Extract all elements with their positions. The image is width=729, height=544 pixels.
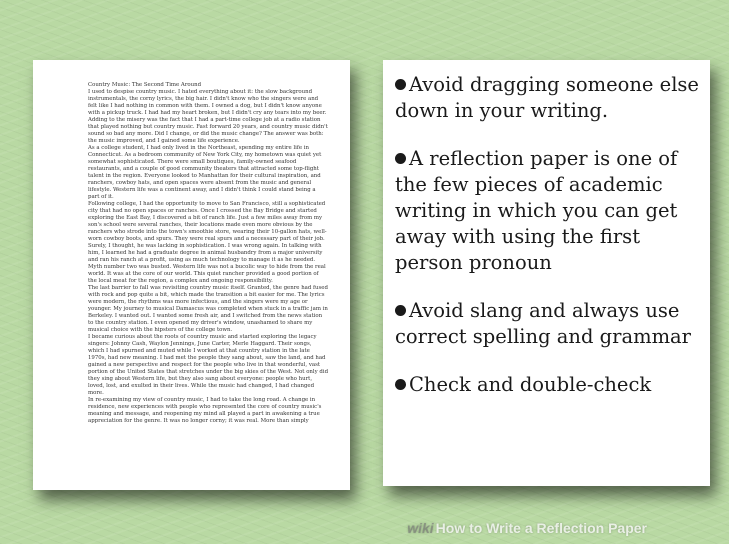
watermark-title: How to Write a Reflection Paper [435,520,647,536]
essay-paragraph: As a college student, I had only lived in the Northeast, spending my entire life in Connecticut. As a bedroom community of New York City, my hometown was quiet yet somewhat sophisticated. There were small boutiques, family-owned seafood restaurants, and a couple of good community theaters that attracted some top-flight talent in the region. Everyone looked to Manhattan for their cultural inspiration, and ranchers, cowboy hats, and open spaces were absent from the music and general lifestyle. Western life was a continent away, and I didn't think I could stand being a part of it. [88,145,322,200]
bullet-icon [395,379,406,390]
tip-text: Avoid slang and always use correct spelling and grammar [395,299,692,348]
tip-item [395,372,707,398]
essay-paragraph: Following college, I had the opportunity to move to San Francisco, still a sophisticated city that had no open spaces or ranches. Once I crossed the Bay Bridge and started exploring the East Bay, I discovered a bit of ranch life. Just a few miles away from my son's school were several ranches, their locations made even more obvious by the ranchers who strode into the town's smoothie store, wearing their 10-gallon hats, well-worn cowboy boots, and spurs. They were real spurs and a necessary part of their job. Surely, I thought, he was lacking in sophistication. I was wrong again. In talking with him, I learned he had a graduate degree in animal husbandry from a major university and ran his ranch at a profit, using as much technology to manage it as he needed. Myth number two was busted. Western life was not a bucolic way to hide from the real world. It was at the core of our world. This quiet rancher provided a good portion of the local meat for the region, a complex and ongoing responsibility. [88,201,327,284]
bullet-icon [395,305,406,316]
tip-item [395,298,707,350]
tip-item [395,146,707,276]
essay-paragraph: I used to despise country music. I hated everything about it: the slow background instrumentals, the corny lyrics, the big hair. I didn't know who the singers were and felt like I had nothing in common with them. I owned a dog, but I didn't know anyone with a pickup truck. I had had my heart broken, but I didn't cry any tears into my beer. Adding to the misery was the fact that I had a part-time college job at a radio station that played nothing but country music. Fast forward 20 years, and country music didn't sound so bad any more. Did I change, or did the music change? The answer was both: the music improved, and I gained some life experience. [88,89,328,144]
tip-item [395,72,707,124]
tips-page [383,60,710,486]
tips-list [395,72,707,420]
watermark-brand: wiki [407,520,434,536]
tip-text: Check and double-check [409,373,652,396]
essay-paragraph: I became curious about the roots of country music and started exploring the legacy singers: Johnny Cash, Waylon Jennings, June Carter, Merle Haggard. Their songs, which I had spurned and muted while I worked at that country station in the late 1970s, had new meaning. I had met the people they sang about, saw the land, and had gained a new perspective and respect for the people who live in that wonderful, vast portion of the United States that stretches under the big skies of the West. Not only did they sing about Western life, but they also sang about everyone: people who hurt, loved, lost, and exulted in their lives. While the music had changed, I had changed more. [88,334,329,396]
bullet-icon [395,153,406,164]
essay-title: Country Music: The Second Time Around [88,82,202,88]
essay-body [88,82,328,425]
bullet-icon [395,79,406,90]
tip-text: Avoid dragging someone else down in your writing. [395,73,699,122]
essay-paragraph: In re-examining my view of country music, I had to take the long road. A change in residence, new experiences with people who represented the core of country music's meaning and message, and reopening my mind all played a part in awakening a true appreciation for the genre. It was no longer corny; it was real. More than simply [88,397,322,424]
essay-sample-page [33,60,350,490]
wikihow-watermark [407,520,647,536]
essay-paragraph: The last barrier to fall was revisiting country music itself. Granted, the genre had fused with rock and pop quite a bit, which made the transition a bit easier for me. The lyrics were modern, the rhythms was more infectious, and the singers were my age or younger. My journey to musical Damascus was completed when stuck in a traffic jam in Berkeley. I wanted out. I wanted some fresh air, and I switched from the news station to the country station. I even opened my driver's window, unashamed to share my musical choice with the hipsters of the college town. [88,285,328,333]
tip-text: A reflection paper is one of the few pieces of academic writing in which you can get away with using the first person pronoun [395,147,678,274]
